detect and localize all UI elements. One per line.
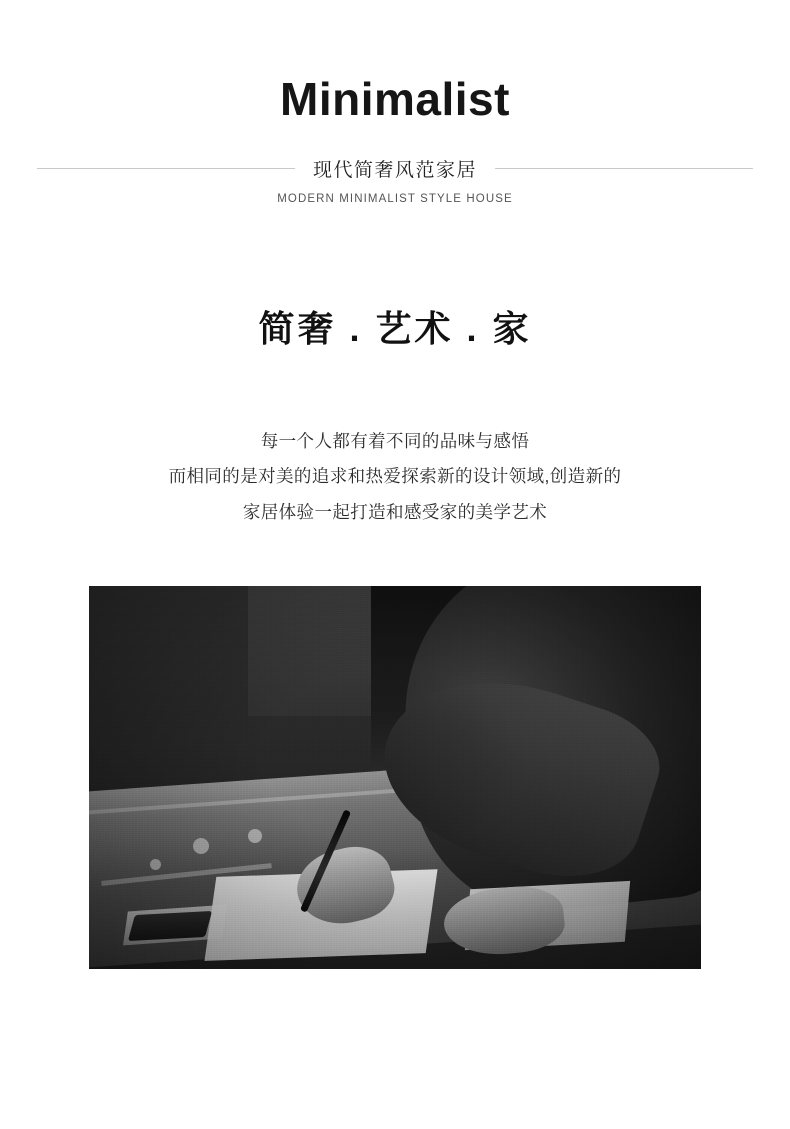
paragraph-line-1: 每一个人都有着不同的品味与感悟 [260, 430, 530, 451]
body-paragraph [0, 424, 790, 532]
section-headline: 简奢 . 艺术 . 家 [258, 307, 532, 349]
subtitle-chinese: 现代简奢风范家居 [312, 159, 477, 181]
subtitle-row [0, 155, 790, 182]
divider-right [495, 168, 753, 169]
hero-photo [89, 586, 701, 969]
paragraph-line-3: 家居体验一起打造和感受家的美学艺术 [242, 502, 548, 523]
subtitle-english: MODERN MINIMALIST STYLE HOUSE [277, 192, 513, 205]
divider-left [37, 168, 295, 169]
photo-canvas [89, 586, 701, 969]
header-block [0, 0, 790, 205]
paragraph-line-2: 而相同的是对美的追求和热爱探索新的设计领域,创造新的 [168, 466, 622, 487]
page-title: Minimalist [280, 73, 510, 125]
photo-grain-overlay [89, 586, 701, 969]
